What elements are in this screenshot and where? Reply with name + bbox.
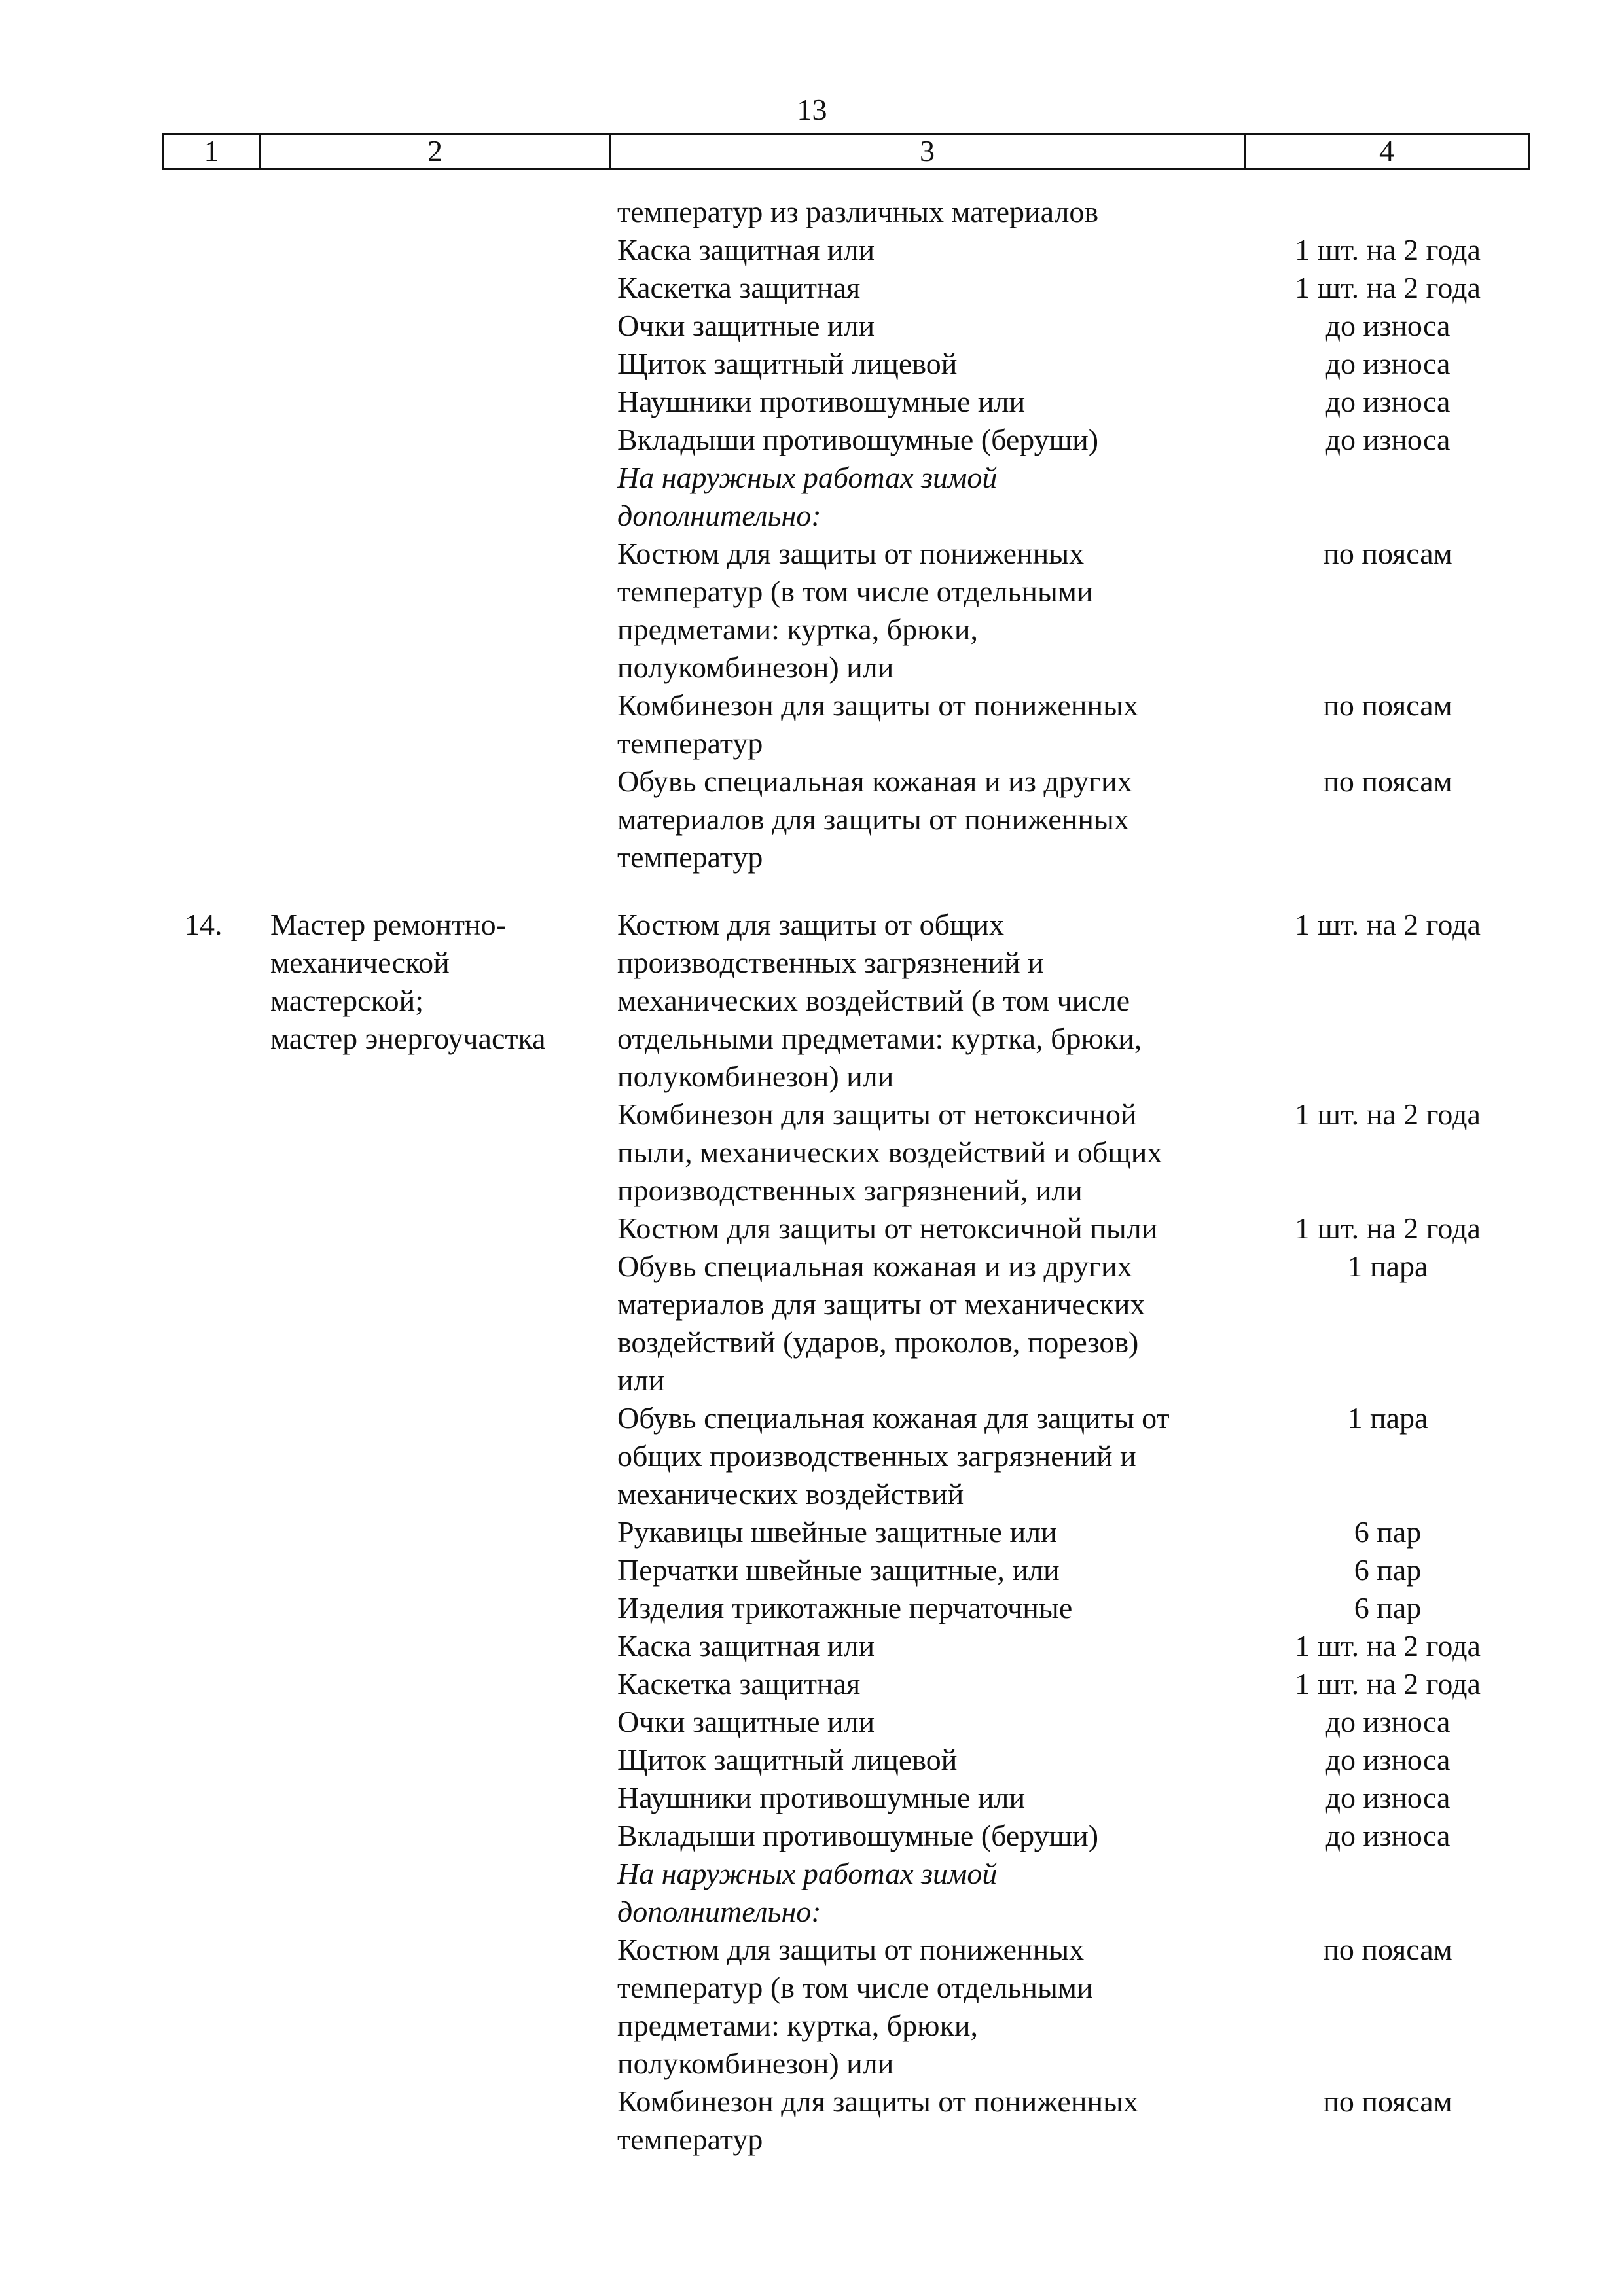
item-line: Каскетка защитная xyxy=(617,271,861,304)
issue-norm-spacer xyxy=(1244,800,1532,838)
job-position-line: механической xyxy=(270,946,450,979)
issue-norm: до износа xyxy=(1325,423,1451,456)
section-note-line: дополнительно: xyxy=(617,499,821,532)
issue-norm-spacer xyxy=(1244,1172,1532,1210)
item-line: температур из различных материалов xyxy=(617,195,1099,228)
item-line: Щиток защитный лицевой xyxy=(617,347,958,380)
item-line: Комбинезон для защиты от пониженных xyxy=(617,689,1138,722)
issue-norm-spacer xyxy=(1244,1020,1532,1058)
issue-norm: до износа xyxy=(1325,1819,1451,1852)
item-line: общих производственных загрязнений и xyxy=(617,1439,1136,1473)
item-line: Очки защитные или xyxy=(617,309,875,342)
issue-norm-spacer xyxy=(1244,611,1532,649)
item-line: Изделия трикотажные перчаточные xyxy=(617,1591,1073,1624)
header-col-3: 3 xyxy=(609,135,1244,168)
issue-norm: 1 шт. на 2 года xyxy=(1295,1098,1481,1131)
issue-norm: до износа xyxy=(1325,385,1451,418)
section-note-line: дополнительно: xyxy=(617,1895,821,1928)
issue-norm: до износа xyxy=(1325,1705,1451,1738)
section-note-line: На наружных работах зимой xyxy=(617,461,998,494)
issue-norm-spacer xyxy=(1244,1134,1532,1172)
issue-norm: 1 шт. на 2 года xyxy=(1295,908,1481,941)
item-line: Комбинезон для защиты от нетоксичной xyxy=(617,1098,1137,1131)
issue-norm-spacer xyxy=(1244,573,1532,611)
issue-norm: 6 пар xyxy=(1354,1591,1422,1624)
issue-norm: по поясам xyxy=(1323,1933,1453,1966)
item-line: температур (в том числе отдельными xyxy=(617,575,1093,608)
issue-norm: по поясам xyxy=(1323,764,1453,798)
item-line: Щиток защитный лицевой xyxy=(617,1743,958,1776)
issue-norm-spacer xyxy=(1244,1969,1532,2007)
issue-norm: 1 шт. на 2 года xyxy=(1295,1211,1481,1245)
issue-norm: до износа xyxy=(1325,309,1451,342)
issue-norms-column xyxy=(1244,193,1532,876)
item-line: температур (в том числе отдельными xyxy=(617,1971,1093,2004)
job-position-line: мастерской; xyxy=(270,984,424,1017)
header-col-2: 2 xyxy=(259,135,609,168)
item-line: температур xyxy=(617,2123,763,2156)
item-line: Обувь специальная кожаная для защиты от xyxy=(617,1401,1170,1435)
item-line: Рукавицы швейные защитные или xyxy=(617,1515,1057,1549)
issue-norms-column xyxy=(1244,906,1532,2159)
item-line: предметами: куртка, брюки, xyxy=(617,2009,978,2042)
issue-norm: 1 шт. на 2 года xyxy=(1295,271,1481,304)
item-line: производственных загрязнений, или xyxy=(617,1174,1083,1207)
issue-norm: 1 шт. на 2 года xyxy=(1295,1667,1481,1700)
page-number: 13 xyxy=(797,93,827,126)
item-line: температур xyxy=(617,840,763,874)
item-line: Каска защитная или xyxy=(617,1629,875,1662)
job-position xyxy=(270,906,611,1058)
item-line: Костюм для защиты от пониженных xyxy=(617,1933,1085,1966)
issue-norm: 1 шт. на 2 года xyxy=(1295,233,1481,266)
item-line: материалов для защиты от пониженных xyxy=(617,802,1129,836)
item-line: температур xyxy=(617,726,763,760)
issue-norm-spacer xyxy=(1244,193,1532,231)
issue-norm: по поясам xyxy=(1323,2085,1453,2118)
issue-norm-spacer xyxy=(1244,1893,1532,1931)
item-line: Костюм для защиты от общих xyxy=(617,908,1005,941)
issue-norm: 6 пар xyxy=(1354,1553,1422,1587)
item-line: механических воздействий xyxy=(617,1477,964,1511)
item-line: воздействий (ударов, проколов, порезов) xyxy=(617,1325,1139,1359)
issue-norm-spacer xyxy=(1244,1437,1532,1475)
item-line: Вкладыши противошумные (беруши) xyxy=(617,1819,1099,1852)
item-line: Обувь специальная кожаная и из других xyxy=(617,1249,1132,1283)
issue-norm-spacer xyxy=(1244,1285,1532,1323)
issue-norm-spacer xyxy=(1244,2007,1532,2045)
item-line: полукомбинезон) или xyxy=(617,2047,894,2080)
section-note-line: На наружных работах зимой xyxy=(617,1857,998,1890)
item-line: Костюм для защиты от пониженных xyxy=(617,537,1085,570)
protective-items-column xyxy=(617,193,1272,876)
item-line: пыли, механических воздействий и общих xyxy=(617,1136,1163,1169)
issue-norm-spacer xyxy=(1244,944,1532,982)
job-position-line: мастер энергоучастка xyxy=(270,1022,546,1055)
issue-norm-spacer xyxy=(1244,838,1532,876)
issue-norm: до износа xyxy=(1325,347,1451,380)
issue-norm: 1 пара xyxy=(1347,1401,1428,1435)
issue-norm: 1 пара xyxy=(1347,1249,1428,1283)
item-line: Костюм для защиты от нетоксичной пыли xyxy=(617,1211,1158,1245)
issue-norm: до износа xyxy=(1325,1781,1451,1814)
row-number: 14. xyxy=(185,908,223,941)
header-col-1: 1 xyxy=(204,134,219,168)
item-line: Комбинезон для защиты от пониженных xyxy=(617,2085,1138,2118)
issue-norm-spacer xyxy=(1244,1361,1532,1399)
item-line: Обувь специальная кожаная и из других xyxy=(617,764,1132,798)
issue-norm: 1 шт. на 2 года xyxy=(1295,1629,1481,1662)
item-line: или xyxy=(617,1363,665,1397)
table-header-row xyxy=(162,133,1530,170)
protective-items-column xyxy=(617,906,1272,2159)
issue-norm: 6 пар xyxy=(1354,1515,1422,1549)
issue-norm: до износа xyxy=(1325,1743,1451,1776)
issue-norm-spacer xyxy=(1244,497,1532,535)
item-line: Наушники противошумные или xyxy=(617,1781,1026,1814)
item-line: Очки защитные или xyxy=(617,1705,875,1738)
item-line: Каскетка защитная xyxy=(617,1667,861,1700)
issue-norm-spacer xyxy=(1244,649,1532,687)
item-line: Каска защитная или xyxy=(617,233,875,266)
item-line: механических воздействий (в том числе xyxy=(617,984,1130,1017)
item-line: предметами: куртка, брюки, xyxy=(617,613,978,646)
item-line: материалов для защиты от механических xyxy=(617,1287,1146,1321)
issue-norm-spacer xyxy=(1244,982,1532,1020)
item-line: полукомбинезон) или xyxy=(617,651,894,684)
issue-norm-spacer xyxy=(1244,1855,1532,1893)
item-line: Наушники противошумные или xyxy=(617,385,1026,418)
issue-norm-spacer xyxy=(1244,2121,1532,2159)
item-line: производственных загрязнений и xyxy=(617,946,1044,979)
issue-norm: по поясам xyxy=(1323,537,1453,570)
issue-norm-spacer xyxy=(1244,1475,1532,1513)
issue-norm-spacer xyxy=(1244,1058,1532,1096)
item-line: отдельными предметами: куртка, брюки, xyxy=(617,1022,1142,1055)
issue-norm-spacer xyxy=(1244,1323,1532,1361)
issue-norm-spacer xyxy=(1244,725,1532,762)
item-line: Перчатки швейные защитные, или xyxy=(617,1553,1060,1587)
item-line: Вкладыши противошумные (беруши) xyxy=(617,423,1099,456)
header-col-4: 4 xyxy=(1244,135,1528,168)
item-line: полукомбинезон) или xyxy=(617,1060,894,1093)
issue-norm-spacer xyxy=(1244,2045,1532,2083)
issue-norm: по поясам xyxy=(1323,689,1453,722)
issue-norm-spacer xyxy=(1244,459,1532,497)
job-position-line: Мастер ремонтно- xyxy=(270,908,506,941)
